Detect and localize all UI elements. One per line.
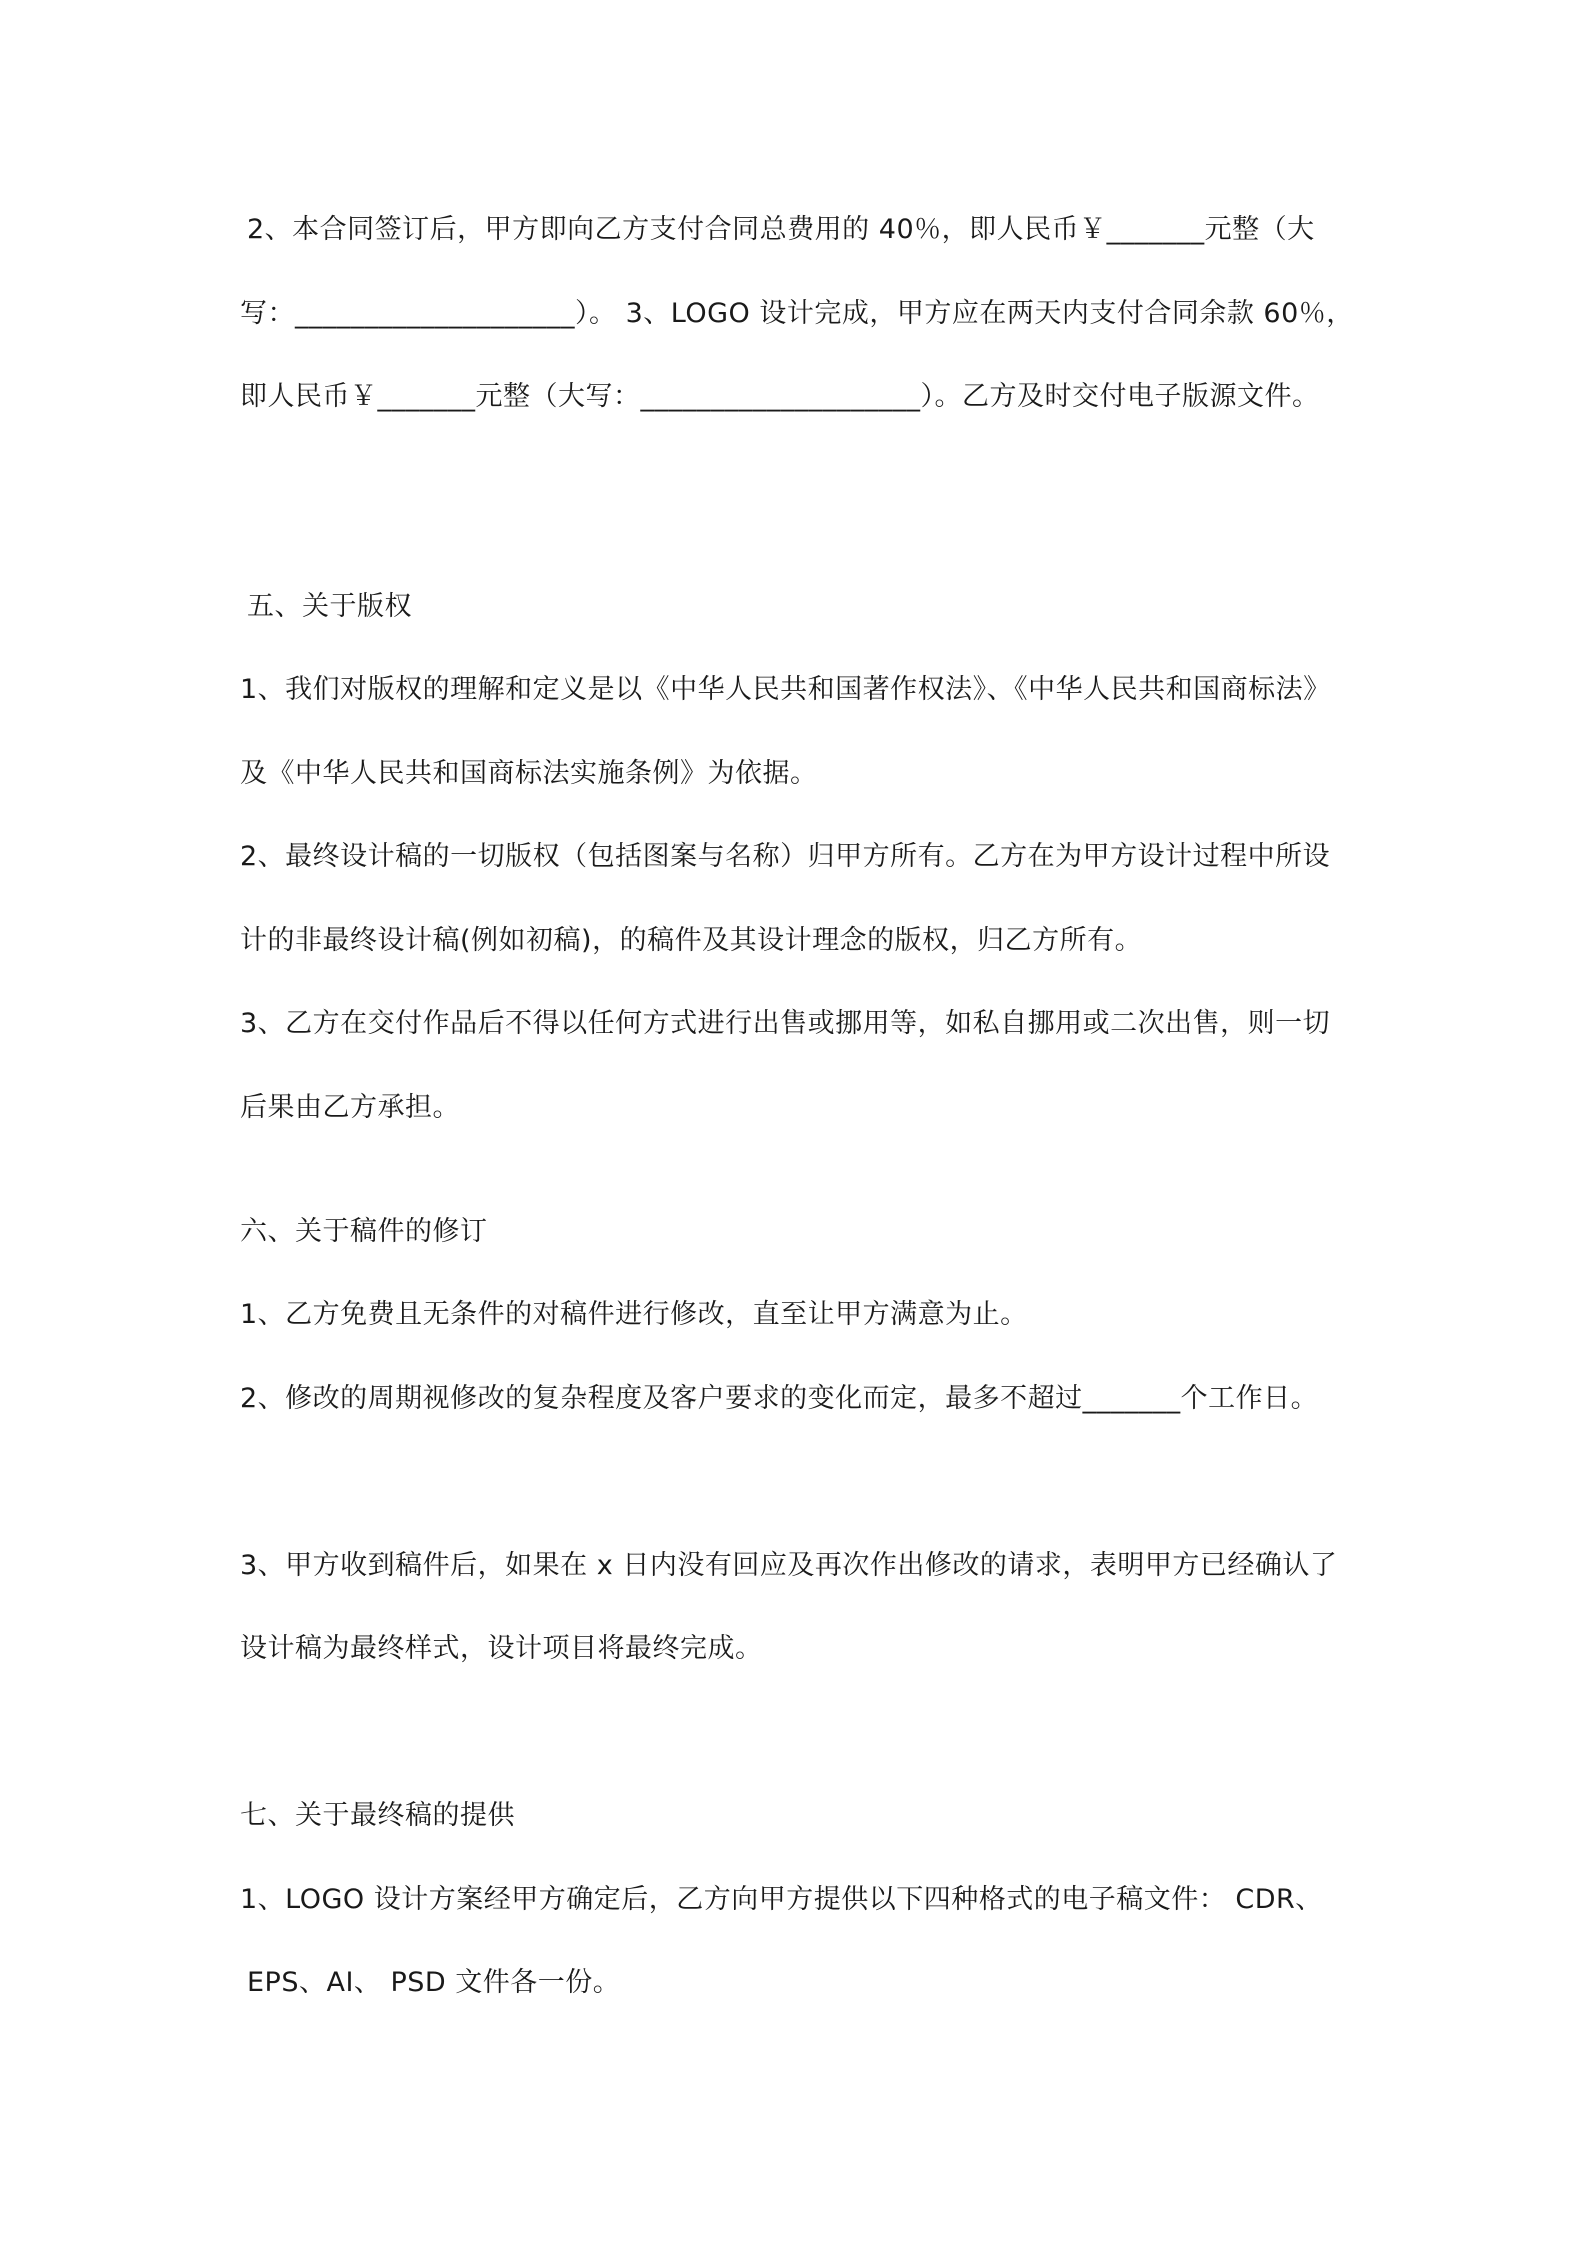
revision-clause-3-line-2: 设计稿为最终样式，设计项目将最终完成。 <box>240 1633 763 1664</box>
revision-clause-3-line-1: 3、甲方收到稿件后，如果在 x 日内没有回应及再次作出修改的请求，表明甲方已经确认了 <box>240 1550 1338 1581</box>
section-heading-copyright: 五、关于版权 <box>247 591 412 622</box>
payment-clause-2-line-1: 2、本合同签订后，甲方即向乙方支付合同总费用的 40％，即人民币￥_______元整（大 <box>247 214 1315 245</box>
delivery-clause-1-line-2: EPS、AI、 PSD 文件各一份。 <box>247 1967 621 1998</box>
copyright-clause-3-line-2: 后果由乙方承担。 <box>240 1092 460 1123</box>
copyright-clause-1-line-1: 1、我们对版权的理解和定义是以《中华人民共和国著作权法》、《中华人民共和国商标法》 <box>240 674 1331 705</box>
copyright-clause-3-line-1: 3、乙方在交付作品后不得以任何方式进行出售或挪用等，如私自挪用或二次出售，则一切 <box>240 1008 1331 1039</box>
revision-clause-2: 2、修改的周期视修改的复杂程度及客户要求的变化而定，最多不超过_______个工作日。 <box>240 1383 1319 1414</box>
section-heading-final-delivery: 七、关于最终稿的提供 <box>240 1800 515 1831</box>
payment-clause-3-line: 即人民币￥_______元整（大写：____________________）。乙方及时交付电子版源文件。 <box>240 381 1320 412</box>
payment-clause-2-line-2: 写：____________________）。 3、LOGO 设计完成，甲方应在两天内支付合同余款 60％， <box>240 298 1354 329</box>
copyright-clause-2-line-1: 2、最终设计稿的一切版权（包括图案与名称）归甲方所有。乙方在为甲方设计过程中所设 <box>240 841 1331 872</box>
copyright-clause-1-line-2: 及《中华人民共和国商标法实施条例》为依据。 <box>240 758 818 789</box>
revision-clause-1: 1、乙方免费且无条件的对稿件进行修改，直至让甲方满意为止。 <box>240 1299 1028 1330</box>
copyright-clause-2-line-2: 计的非最终设计稿(例如初稿)，的稿件及其设计理念的版权，归乙方所有。 <box>240 925 1143 956</box>
section-heading-revision: 六、关于稿件的修订 <box>240 1216 488 1247</box>
delivery-clause-1-line-1: 1、LOGO 设计方案经甲方确定后，乙方向甲方提供以下四种格式的电子稿文件： CDR、 <box>240 1884 1323 1915</box>
